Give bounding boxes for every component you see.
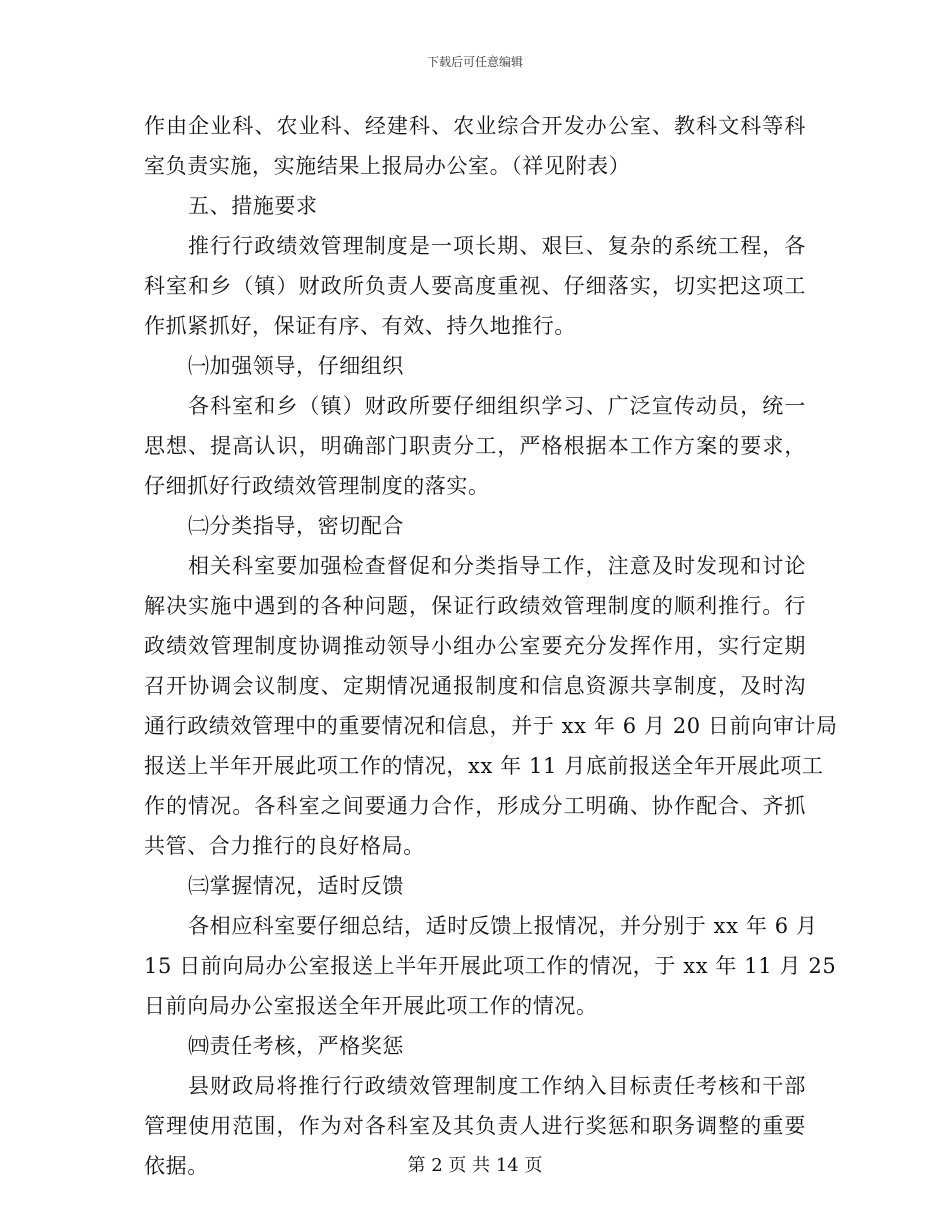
text-line: 思想、提高认识，明确部门职责分工，严格根据本工作方案的要求，	[144, 434, 806, 458]
text-line: 通行政绩效管理中的重要情况和信息，并于 xx 年 6 月 20 日前向审计局	[144, 714, 838, 738]
text-line: 政绩效管理制度协调推动领导小组办公室要充分发挥作用，实行定期	[144, 634, 806, 658]
text-line: 作由企业科、农业科、经建科、农业综合开发办公室、教科文科等科	[144, 114, 806, 138]
text-line: 管理使用范围，作为对各科室及其负责人进行奖惩和职务调整的重要	[144, 1114, 806, 1138]
text-line: 推行行政绩效管理制度是一项长期、艰巨、复杂的系统工程，各	[188, 234, 806, 258]
subsection-heading: ㈣责任考核，严格奖惩	[188, 1034, 404, 1058]
text-line: 报送上半年开展此项工作的情况，xx 年 11 月底前报送全年开展此项工	[144, 754, 824, 778]
document-body	[144, 106, 838, 1186]
text-line: 共管、合力推行的良好格局。	[144, 834, 425, 858]
subsection-heading: ㈢掌握情况，适时反馈	[188, 874, 404, 898]
text-line: 科室和乡（镇）财政所负责人要高度重视、仔细落实，切实把这项工	[144, 274, 806, 298]
text-line: 作抓紧抓好，保证有序、有效、持久地推行。	[144, 314, 576, 338]
text-line: 日前向局办公室报送全年开展此项工作的情况。	[144, 994, 598, 1018]
text-line: 解决实施中遇到的各种问题，保证行政绩效管理制度的顺利推行。行	[144, 594, 806, 618]
text-line: 各相应科室要仔细总结，适时反馈上报情况，并分别于 xx 年 6 月	[188, 914, 818, 938]
text-line: 召开协调会议制度、定期情况通报制度和信息资源共享制度，及时沟	[144, 674, 806, 698]
page-number: 第 2 页 共 14 页	[407, 1155, 543, 1176]
subsection-heading: ㈠加强领导，仔细组织	[188, 354, 404, 378]
page-header: 下载后可任意编辑	[426, 55, 523, 69]
section-heading: 五、措施要求	[188, 194, 318, 218]
text-line: 仔细抓好行政绩效管理制度的落实。	[144, 474, 490, 498]
text-line: 各科室和乡（镇）财政所要仔细组织学习、广泛宣传动员，统一	[188, 394, 806, 418]
text-line: 相关科室要加强检查督促和分类指导工作，注意及时发现和讨论	[188, 554, 806, 578]
text-line: 室负责实施，实施结果上报局办公室。（祥见附表）	[144, 154, 631, 178]
text-line: 依据。	[144, 1154, 209, 1178]
subsection-heading: ㈡分类指导，密切配合	[188, 514, 404, 538]
text-line: 作的情况。各科室之间要通力合作，形成分工明确、协作配合、齐抓	[144, 794, 806, 818]
text-line: 县财政局将推行行政绩效管理制度工作纳入目标责任考核和干部	[188, 1074, 806, 1098]
text-line: 15 日前向局办公室报送上半年开展此项工作的情况，于 xx 年 11 月 25	[144, 954, 837, 978]
